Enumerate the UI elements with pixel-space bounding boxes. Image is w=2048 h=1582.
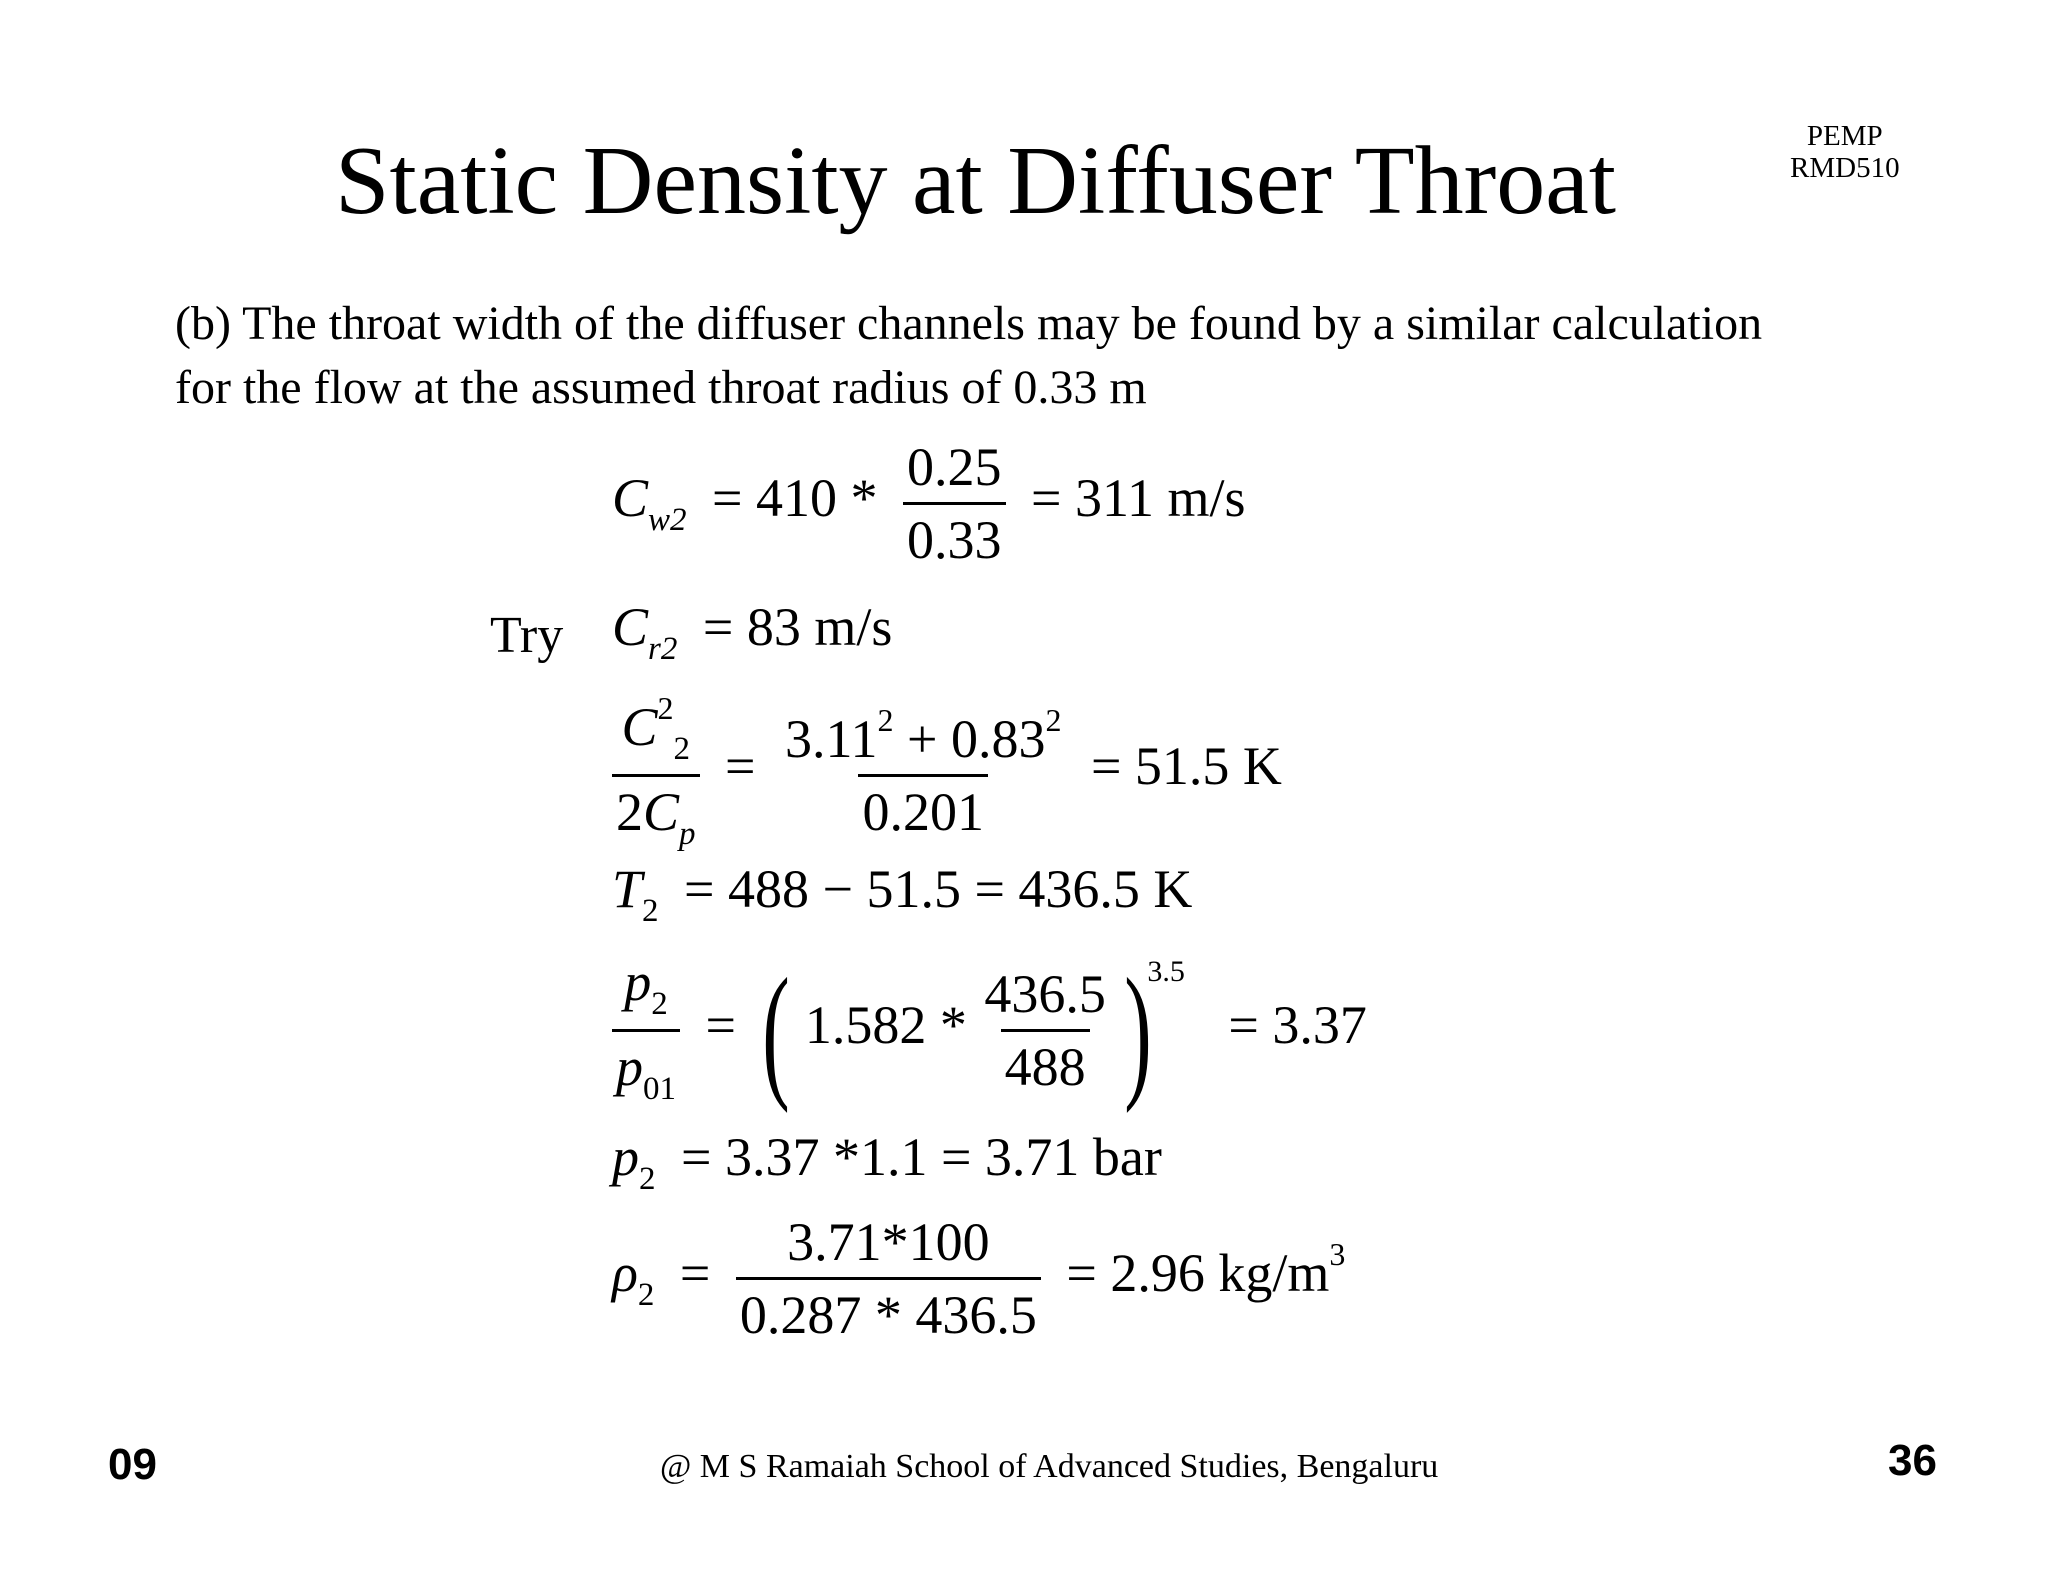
symbol-c: C <box>612 467 649 528</box>
denominator: 488 <box>1001 1029 1090 1094</box>
symbol-p: p <box>612 1127 639 1187</box>
equation-rho2 <box>612 1212 1357 1345</box>
numerator: 3.71*100 <box>787 1212 990 1272</box>
equals-sign: = <box>705 994 736 1055</box>
equals-sign: = <box>725 735 756 796</box>
operator-text: = 410 * <box>712 467 878 528</box>
inner-text: 1.582 * <box>804 994 967 1055</box>
numerator: 0.25 <box>907 437 1002 497</box>
numerator: $p_2$ <box>624 952 668 1022</box>
subscript: w2 <box>648 501 687 538</box>
result: = 3.37 <box>1228 994 1367 1055</box>
equation-p2 <box>612 1127 1174 1197</box>
paragraph-line-2: for the flow at the assumed throat radius of 0.33 m <box>175 361 1147 414</box>
numerator: $C^2_2$ <box>621 690 691 767</box>
result: = 3.37 *1.1 = 3.71 bar <box>681 1127 1162 1187</box>
denominator: 0.201 <box>858 774 988 839</box>
equation-cw2 <box>612 437 1258 570</box>
footer-copyright: @ M S Ramaiah School of Advanced Studies, Bengaluru <box>660 1448 1439 1485</box>
result: = 488 − 51.5 = 436.5 K <box>684 859 1193 919</box>
footer-module-number: 09 <box>108 1440 157 1489</box>
subscript: 2 <box>642 893 659 929</box>
denominator: 0.287 * 436.5 <box>736 1277 1041 1342</box>
denominator: $2C_p$ <box>612 774 700 851</box>
denominator: $p_{01}$ <box>612 1029 680 1106</box>
denominator: 0.33 <box>903 502 1006 567</box>
equation-kinetic-temperature <box>612 692 1294 851</box>
try-label: Try <box>490 607 564 664</box>
intro-paragraph <box>175 292 1762 420</box>
numerator: $3.11^2 + 0.83^2$ <box>785 702 1062 769</box>
fraction <box>903 437 1006 570</box>
result: = 51.5 K <box>1090 735 1282 796</box>
symbol-c: C <box>612 597 649 657</box>
equation-cr2 <box>612 597 904 667</box>
subscript: r2 <box>648 631 678 667</box>
fraction-lhs <box>612 692 700 851</box>
fraction <box>736 1212 1041 1345</box>
fraction-inner <box>980 964 1110 1097</box>
subscript: 2 <box>637 1276 655 1313</box>
left-parenthesis: ( <box>762 947 791 1114</box>
result: = 83 m/s <box>702 597 893 657</box>
fraction-rhs <box>781 702 1065 842</box>
page-number: 36 <box>1888 1436 1937 1485</box>
slide-title: Static Density at Diffuser Throat <box>335 127 1616 235</box>
symbol-t: T <box>612 859 643 919</box>
subscript: 2 <box>639 1161 656 1197</box>
course-code-line2: RMD510 <box>1790 152 1900 185</box>
result: = 2.96 $kg/m^3$ <box>1066 1235 1346 1303</box>
course-code <box>1790 120 1900 185</box>
paragraph-line-1: (b) The throat width of the diffuser channels may be found by a similar calculation <box>175 297 1763 350</box>
equation-t2 <box>612 859 1204 929</box>
exponent: 3.5 <box>1147 954 1185 988</box>
fraction-lhs <box>612 952 680 1107</box>
right-parenthesis: ) <box>1124 947 1153 1114</box>
equals-sign: = <box>679 1242 711 1303</box>
result: = 311 m/s <box>1031 467 1246 528</box>
equation-pressure-ratio <box>612 947 1379 1114</box>
numerator: 436.5 <box>984 964 1106 1024</box>
symbol-rho: ρ <box>612 1242 638 1303</box>
course-code-line1: PEMP <box>1806 120 1883 152</box>
